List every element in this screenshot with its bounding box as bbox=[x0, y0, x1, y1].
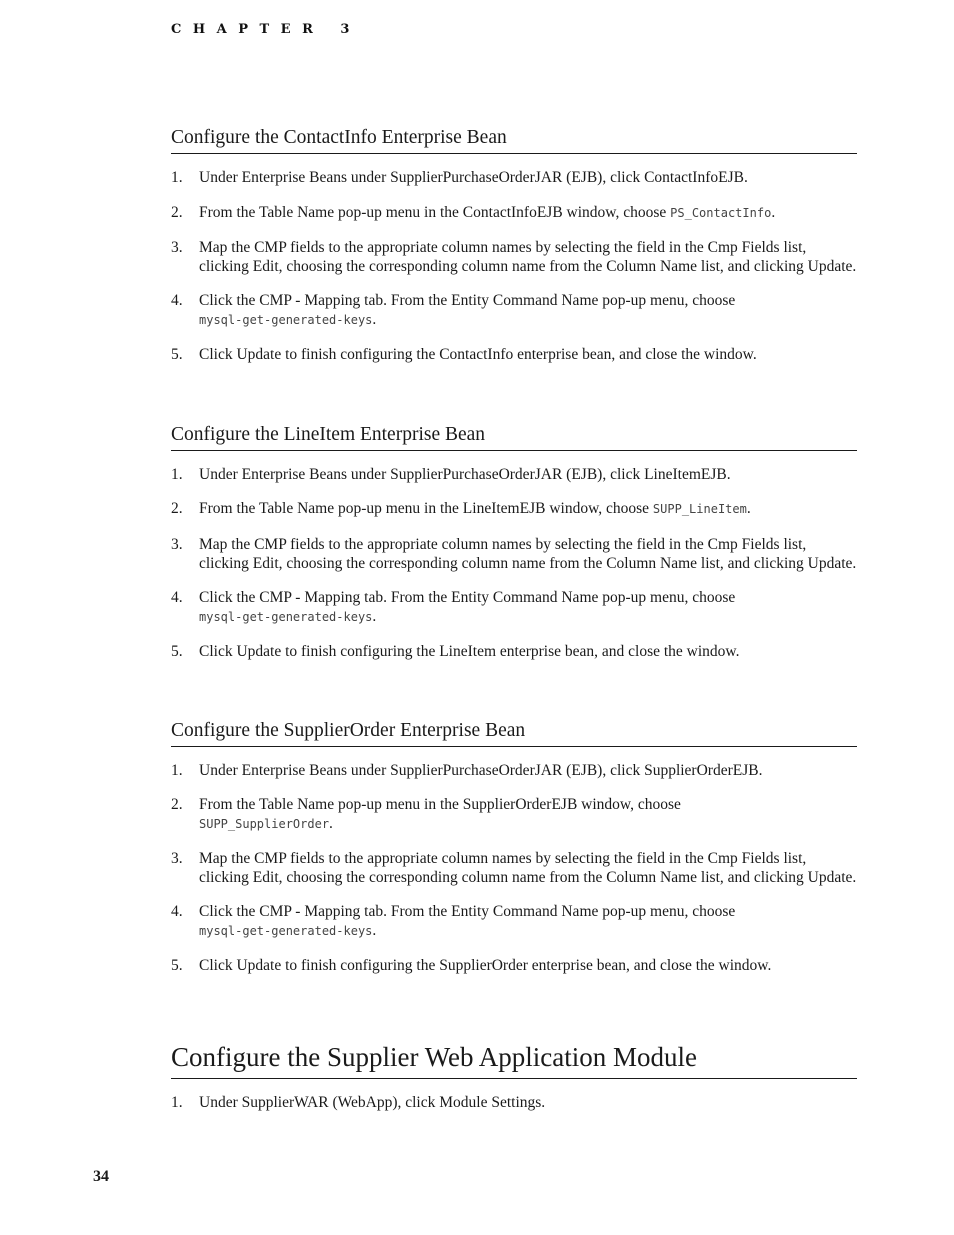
step-number: 4. bbox=[171, 292, 183, 309]
step-text: From the Table Name pop-up menu in the ContactInfoEJB window, choose bbox=[199, 204, 671, 221]
step-text: Map the CMP fields to the appropriate column names by selecting the field in the Cmp Fields list, clicking Edit, choosing the corresponding column name from the Column Name list, and clicking Update. bbox=[199, 536, 857, 572]
list-item bbox=[171, 535, 857, 573]
list-item bbox=[171, 465, 857, 484]
code-literal: mysql-get-generated-keys bbox=[199, 924, 373, 938]
step-text: From the Table Name pop-up menu in the LineItemEJB window, choose bbox=[199, 500, 653, 517]
list-item bbox=[171, 795, 857, 834]
step-number: 3. bbox=[171, 239, 183, 256]
section-title: Configure the ContactInfo Enterprise Bean bbox=[171, 126, 857, 154]
step-text-after: . bbox=[372, 608, 377, 625]
step-number: 4. bbox=[171, 903, 183, 920]
step-number: 3. bbox=[171, 536, 183, 553]
section-lineitem bbox=[171, 423, 857, 661]
step-number: 5. bbox=[171, 957, 183, 974]
step-text: Map the CMP fields to the appropriate column names by selecting the field in the Cmp Fields list, clicking Edit, choosing the corresponding column name from the Column Name list, and clicking Update. bbox=[199, 850, 857, 886]
step-text: Under SupplierWAR (WebApp), click Module Settings. bbox=[199, 1094, 546, 1111]
step-text: Map the CMP fields to the appropriate column names by selecting the field in the Cmp Fields list, clicking Edit, choosing the corresponding column name from the Column Name list, and clicking Update. bbox=[199, 239, 857, 275]
step-list bbox=[171, 465, 857, 661]
list-item bbox=[171, 168, 857, 187]
step-number: 4. bbox=[171, 589, 183, 606]
code-literal: PS_ContactInfo bbox=[670, 206, 772, 220]
list-item bbox=[171, 499, 857, 519]
step-text-after: . bbox=[372, 922, 377, 939]
chapter-label: CHAPTER 3 bbox=[171, 22, 361, 37]
step-number: 2. bbox=[171, 500, 183, 517]
list-item bbox=[171, 291, 857, 330]
step-text: Click Update to finish configuring the ContactInfo enterprise bean, and close the window. bbox=[199, 346, 757, 363]
code-literal: SUPP_LineItem bbox=[652, 502, 747, 516]
step-number: 5. bbox=[171, 643, 183, 660]
step-number: 2. bbox=[171, 204, 183, 221]
step-text: Under Enterprise Beans under SupplierPurchaseOrderJAR (EJB), click ContactInfoEJB. bbox=[199, 169, 748, 186]
step-text: Under Enterprise Beans under SupplierPurchaseOrderJAR (EJB), click SupplierOrderEJB. bbox=[199, 762, 763, 779]
code-literal: SUPP_SupplierOrder bbox=[199, 817, 330, 831]
step-text-after: . bbox=[771, 204, 776, 221]
list-item bbox=[171, 1093, 857, 1112]
page-number: 34 bbox=[93, 1168, 109, 1185]
section-supplier-web-module bbox=[171, 1040, 857, 1112]
code-literal: mysql-get-generated-keys bbox=[199, 610, 373, 624]
code-literal: mysql-get-generated-keys bbox=[199, 313, 373, 327]
section-contactinfo bbox=[171, 126, 857, 364]
list-item bbox=[171, 203, 857, 223]
step-number: 5. bbox=[171, 346, 183, 363]
step-text: Click the CMP - Mapping tab. From the Entity Command Name pop-up menu, choose bbox=[199, 589, 736, 606]
step-list bbox=[171, 168, 857, 364]
step-number: 1. bbox=[171, 762, 183, 779]
step-number: 1. bbox=[171, 169, 183, 186]
step-text: Click the CMP - Mapping tab. From the Entity Command Name pop-up menu, choose bbox=[199, 903, 736, 920]
step-number: 1. bbox=[171, 1094, 183, 1111]
list-item bbox=[171, 849, 857, 887]
list-item bbox=[171, 345, 857, 364]
step-text: Under Enterprise Beans under SupplierPurchaseOrderJAR (EJB), click LineItemEJB. bbox=[199, 466, 731, 483]
step-text: Click Update to finish configuring the LineItem enterprise bean, and close the window. bbox=[199, 643, 740, 660]
step-text: From the Table Name pop-up menu in the SupplierOrderEJB window, choose bbox=[199, 796, 681, 813]
step-number: 3. bbox=[171, 850, 183, 867]
step-text: Click Update to finish configuring the SupplierOrder enterprise bean, and close the window. bbox=[199, 957, 772, 974]
section-supplierorder bbox=[171, 719, 857, 975]
step-list bbox=[171, 1093, 857, 1112]
list-item bbox=[171, 761, 857, 780]
section-title: Configure the SupplierOrder Enterprise Bean bbox=[171, 719, 857, 747]
major-section-title: Configure the Supplier Web Application Module bbox=[171, 1040, 857, 1079]
step-number: 2. bbox=[171, 796, 183, 813]
step-text: Click the CMP - Mapping tab. From the Entity Command Name pop-up menu, choose bbox=[199, 292, 736, 309]
list-item bbox=[171, 642, 857, 661]
step-text-after: . bbox=[329, 815, 333, 832]
step-list bbox=[171, 761, 857, 975]
list-item bbox=[171, 902, 857, 941]
list-item bbox=[171, 956, 857, 975]
list-item bbox=[171, 588, 857, 627]
section-title: Configure the LineItem Enterprise Bean bbox=[171, 423, 857, 451]
step-text-after: . bbox=[746, 500, 751, 517]
step-number: 1. bbox=[171, 466, 183, 483]
step-text-after: . bbox=[372, 311, 377, 328]
list-item bbox=[171, 238, 857, 276]
